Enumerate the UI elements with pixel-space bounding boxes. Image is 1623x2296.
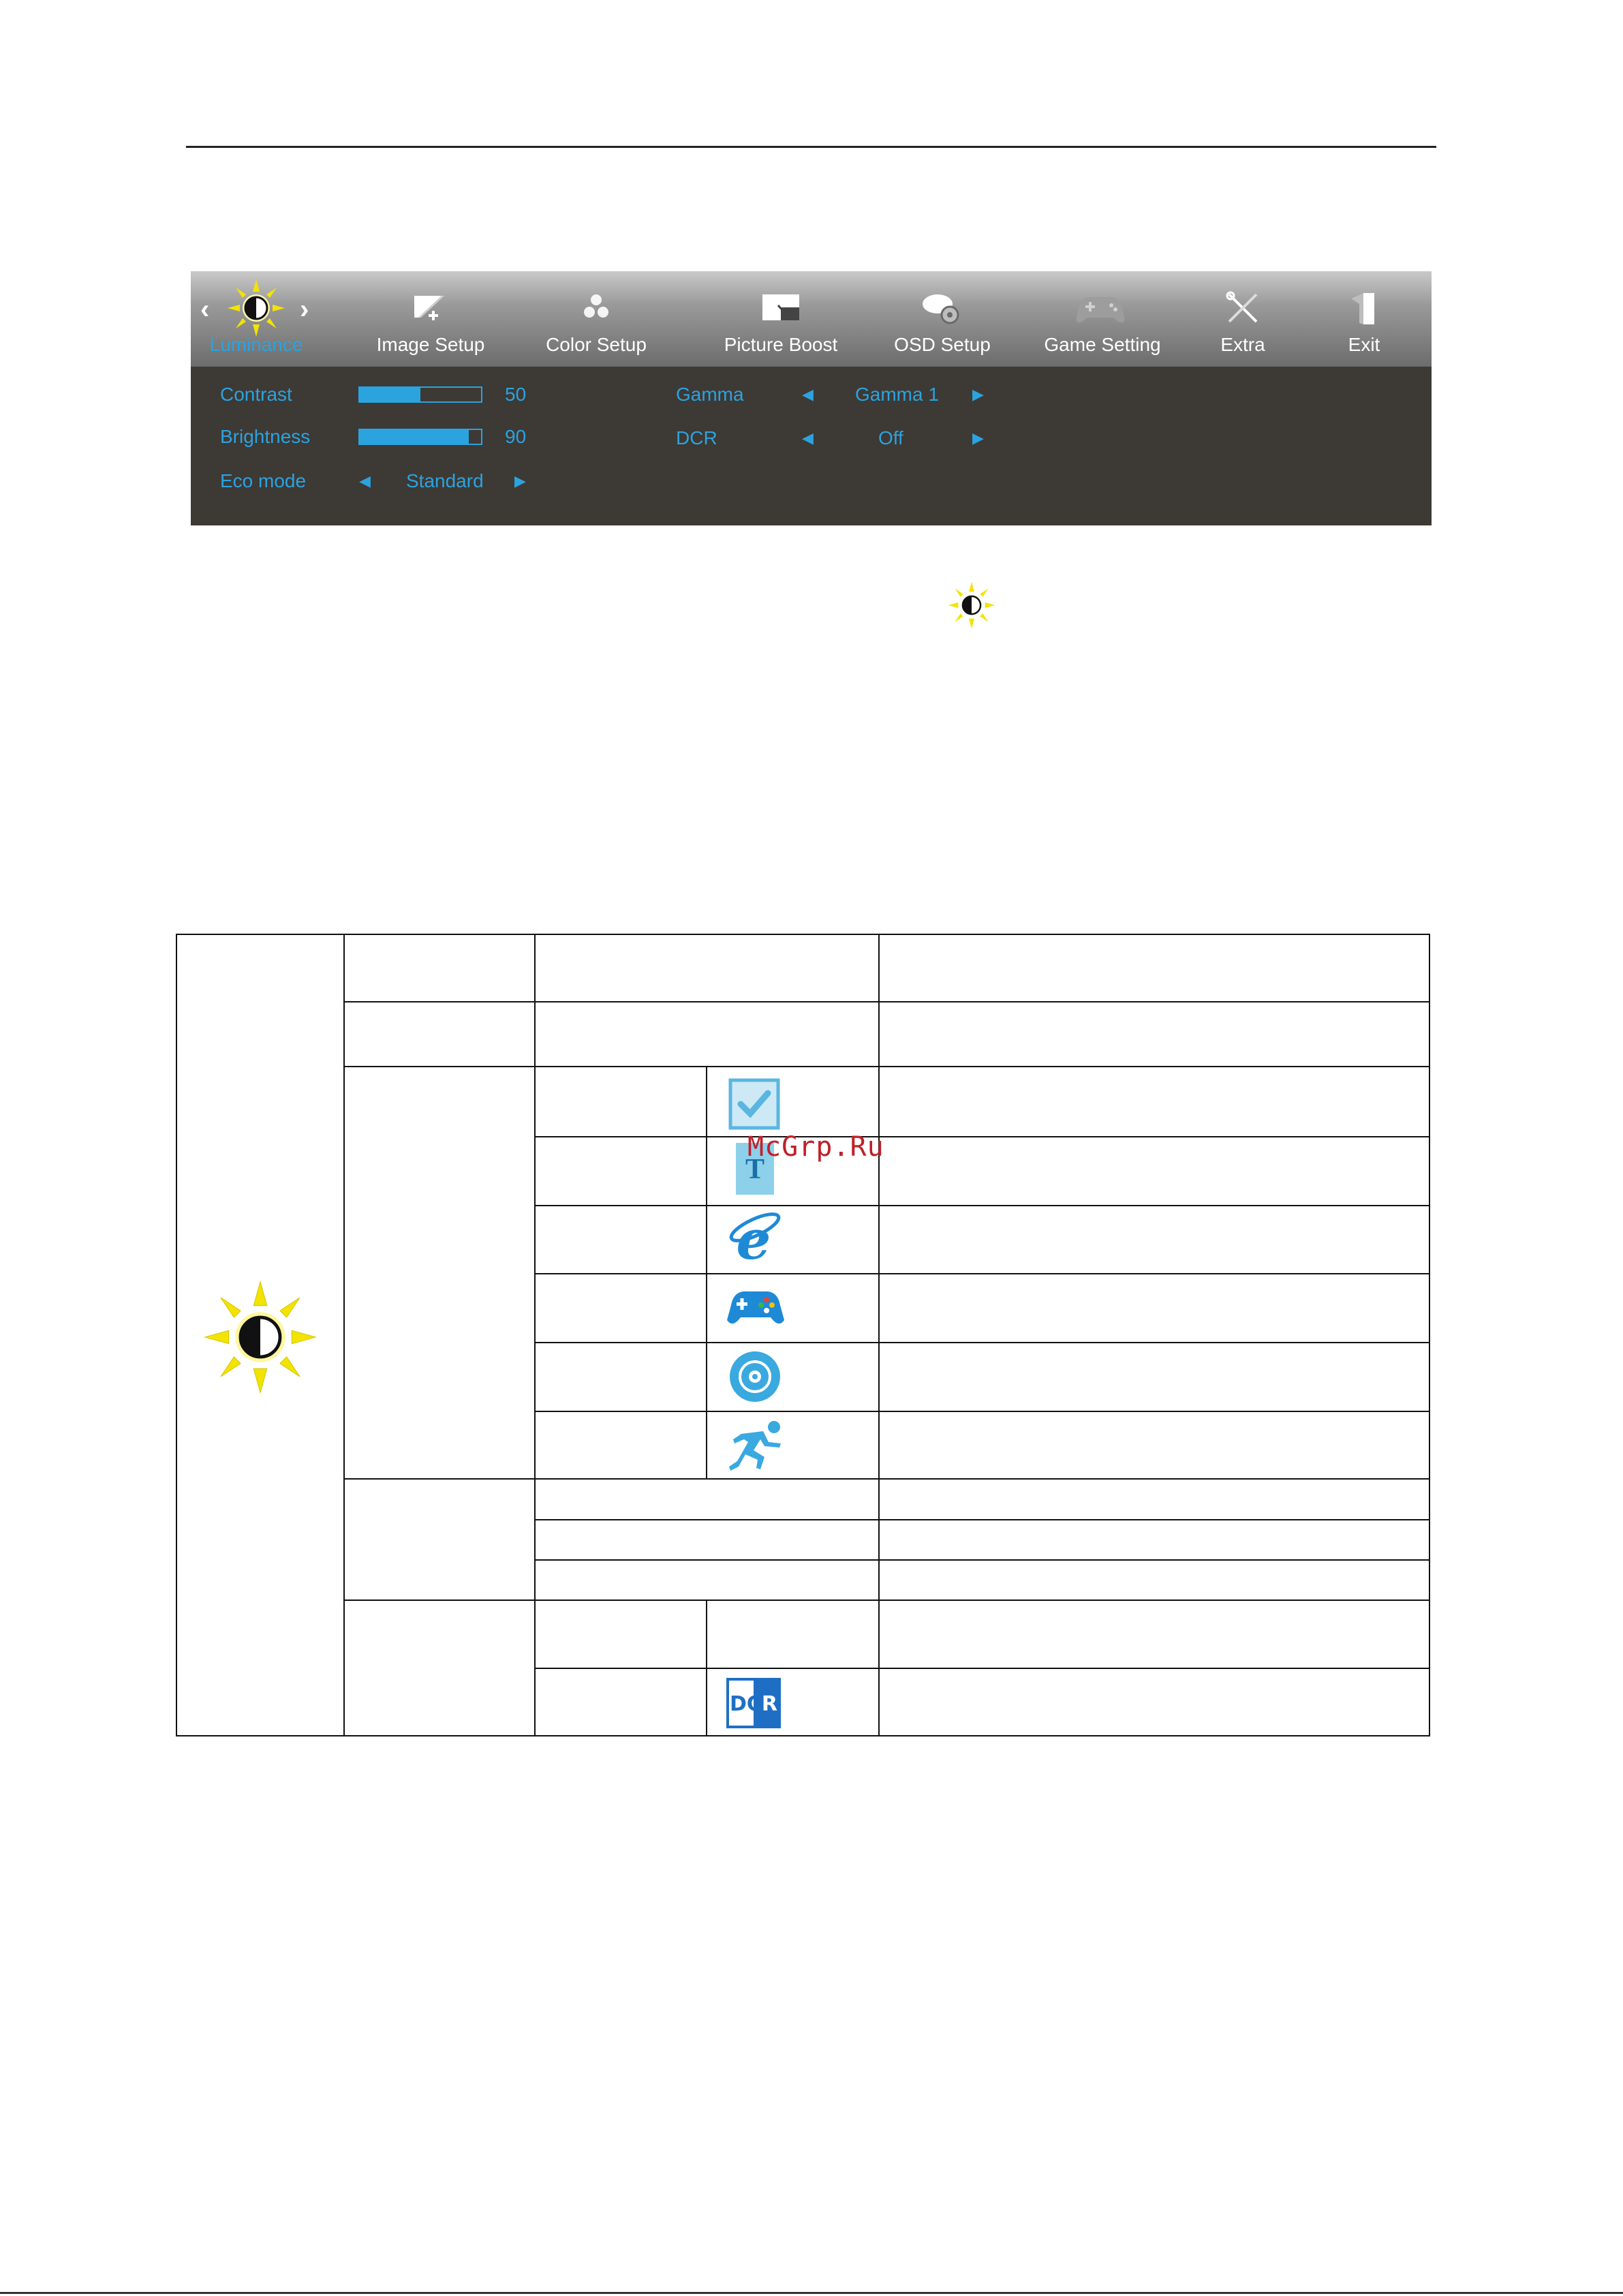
- table-row-divider: [534, 1273, 1430, 1274]
- internet-icon: [726, 1210, 784, 1268]
- svg-text:DCR: DCR: [729, 1692, 778, 1716]
- color-setup-tab-icon[interactable]: [579, 290, 613, 324]
- luminance-icon: [202, 1279, 318, 1395]
- contrast-slider[interactable]: [358, 386, 482, 403]
- table-row-divider: [534, 1411, 1430, 1412]
- header-rule: [186, 146, 1436, 148]
- dcr-value[interactable]: Off: [878, 427, 903, 448]
- table-row-divider: [534, 1342, 1430, 1343]
- table-col-divider: [343, 935, 345, 1735]
- tab-picture-boost[interactable]: Picture Boost: [724, 334, 838, 355]
- table-row-divider: [343, 1599, 1430, 1601]
- svg-text:T: T: [745, 1154, 765, 1185]
- svg-text:e: e: [736, 1210, 771, 1268]
- exit-tab-icon[interactable]: [1348, 290, 1380, 327]
- gamma-right-arrow-icon[interactable]: ▶: [972, 386, 984, 403]
- dcr-icon: [726, 1678, 781, 1728]
- table-row-divider: [534, 1205, 1430, 1206]
- table-row-divider: [343, 1478, 1430, 1480]
- table-row-divider: [534, 1559, 1430, 1561]
- table-col-divider: [878, 935, 880, 1735]
- extra-tab-icon[interactable]: [1225, 290, 1261, 326]
- table-row-divider: [534, 1136, 1430, 1137]
- table-row-divider: [343, 1001, 1430, 1002]
- contrast-value: 50: [505, 384, 527, 405]
- tab-right-arrow-icon[interactable]: ›: [300, 294, 309, 324]
- gamma-label: Gamma: [676, 384, 744, 405]
- osd-settings-panel: [191, 367, 1432, 525]
- tab-image-setup[interactable]: Image Setup: [376, 334, 485, 355]
- osd-setup-tab-icon[interactable]: [920, 290, 965, 328]
- dcr-label: DCR: [676, 427, 717, 448]
- eco-mode-label: Eco mode: [220, 470, 307, 491]
- dcr-left-arrow-icon[interactable]: ◀: [802, 429, 814, 446]
- picture-boost-tab-icon[interactable]: [761, 290, 801, 324]
- brightness-slider-fill: [360, 430, 469, 444]
- table-row-divider: [534, 1519, 1430, 1520]
- standard-check-icon: [728, 1078, 780, 1130]
- eco-mode-left-arrow-icon[interactable]: ◀: [359, 472, 371, 489]
- tab-osd-setup[interactable]: OSD Setup: [894, 334, 991, 355]
- image-setup-tab-icon[interactable]: [412, 290, 450, 324]
- luminance-tab-icon[interactable]: [226, 278, 286, 338]
- tab-color-setup[interactable]: Color Setup: [546, 334, 647, 355]
- table-row-divider: [343, 1066, 1430, 1067]
- eco-mode-right-arrow-icon[interactable]: ▶: [514, 472, 526, 489]
- osd-tab-bar: [191, 271, 1432, 367]
- game-icon: [726, 1285, 786, 1328]
- contrast-slider-fill: [360, 388, 420, 401]
- tab-left-arrow-icon[interactable]: ‹: [200, 294, 210, 324]
- footer-rule: [0, 2292, 1623, 2294]
- brightness-value: 90: [505, 426, 527, 447]
- contrast-label: Contrast: [220, 384, 292, 405]
- osd-menu: [191, 271, 1432, 525]
- luminance-table: [176, 934, 1430, 1736]
- eco-mode-value[interactable]: Standard: [406, 470, 484, 491]
- brightness-label: Brightness: [220, 426, 311, 447]
- game-setting-tab-icon[interactable]: [1073, 290, 1128, 327]
- watermark: McGrp.Ru: [747, 1131, 884, 1163]
- tab-exit[interactable]: Exit: [1348, 334, 1380, 355]
- dcr-right-arrow-icon[interactable]: ▶: [972, 429, 984, 446]
- tab-luminance[interactable]: Luminance: [209, 334, 303, 355]
- brightness-slider[interactable]: [358, 429, 482, 445]
- tab-game-setting[interactable]: Game Setting: [1044, 334, 1161, 355]
- sports-icon: [728, 1419, 786, 1472]
- table-row-divider: [534, 1668, 1430, 1669]
- gamma-left-arrow-icon[interactable]: ◀: [802, 386, 814, 403]
- gamma-value[interactable]: Gamma 1: [855, 384, 939, 405]
- inline-luminance-icon: [947, 581, 996, 630]
- movie-icon: [728, 1349, 782, 1404]
- tab-extra[interactable]: Extra: [1220, 334, 1265, 355]
- table-col-divider: [706, 1066, 707, 1478]
- table-col-divider: [534, 935, 536, 1735]
